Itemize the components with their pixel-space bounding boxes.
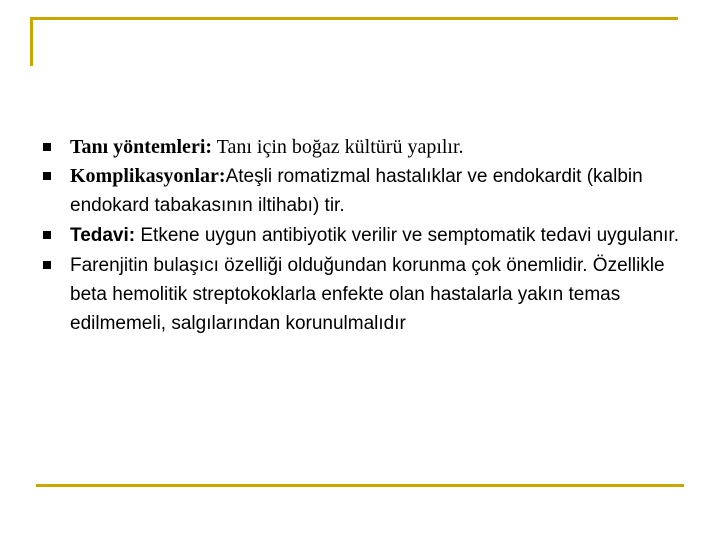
- frame-bottom-rule: [36, 484, 684, 487]
- slide-body: [42, 133, 692, 339]
- bullet-term: Tanı yöntemleri:: [70, 136, 213, 158]
- bullet-term: Tedavi:: [70, 225, 136, 246]
- square-bullet-icon: [43, 172, 51, 180]
- bullet-complications: [42, 162, 692, 220]
- square-bullet-icon: [43, 143, 51, 151]
- bullet-text: Ateşli romatizmal hastalıklar ve endokardit (kalbin endokard tabakasının iltihabı) tir.: [70, 166, 643, 216]
- bullet-treatment: [42, 221, 692, 250]
- bullet-diagnosis: [42, 133, 692, 161]
- frame-left-rule: [30, 17, 33, 66]
- bullet-list: [42, 133, 692, 338]
- bullet-text: Etkene uygun antibiyotik verilir ve semptomatik tedavi uygulanır.: [135, 225, 679, 246]
- bullet-prevention: [42, 251, 692, 338]
- square-bullet-icon: [43, 231, 51, 239]
- bullet-text: Tanı için boğaz kültürü yapılır.: [212, 136, 464, 158]
- bullet-text: Farenjitin bulaşıcı özelliği olduğundan korunma çok önemlidir. Özellikle beta hemolitik streptokoklarla enfekte olan hastalarla yakın temas edilmemeli, salgılarından korunulmalıdır: [70, 255, 665, 334]
- frame-top-rule: [30, 17, 678, 20]
- square-bullet-icon: [43, 261, 51, 269]
- bullet-term: Komplikasyonlar:: [70, 165, 226, 187]
